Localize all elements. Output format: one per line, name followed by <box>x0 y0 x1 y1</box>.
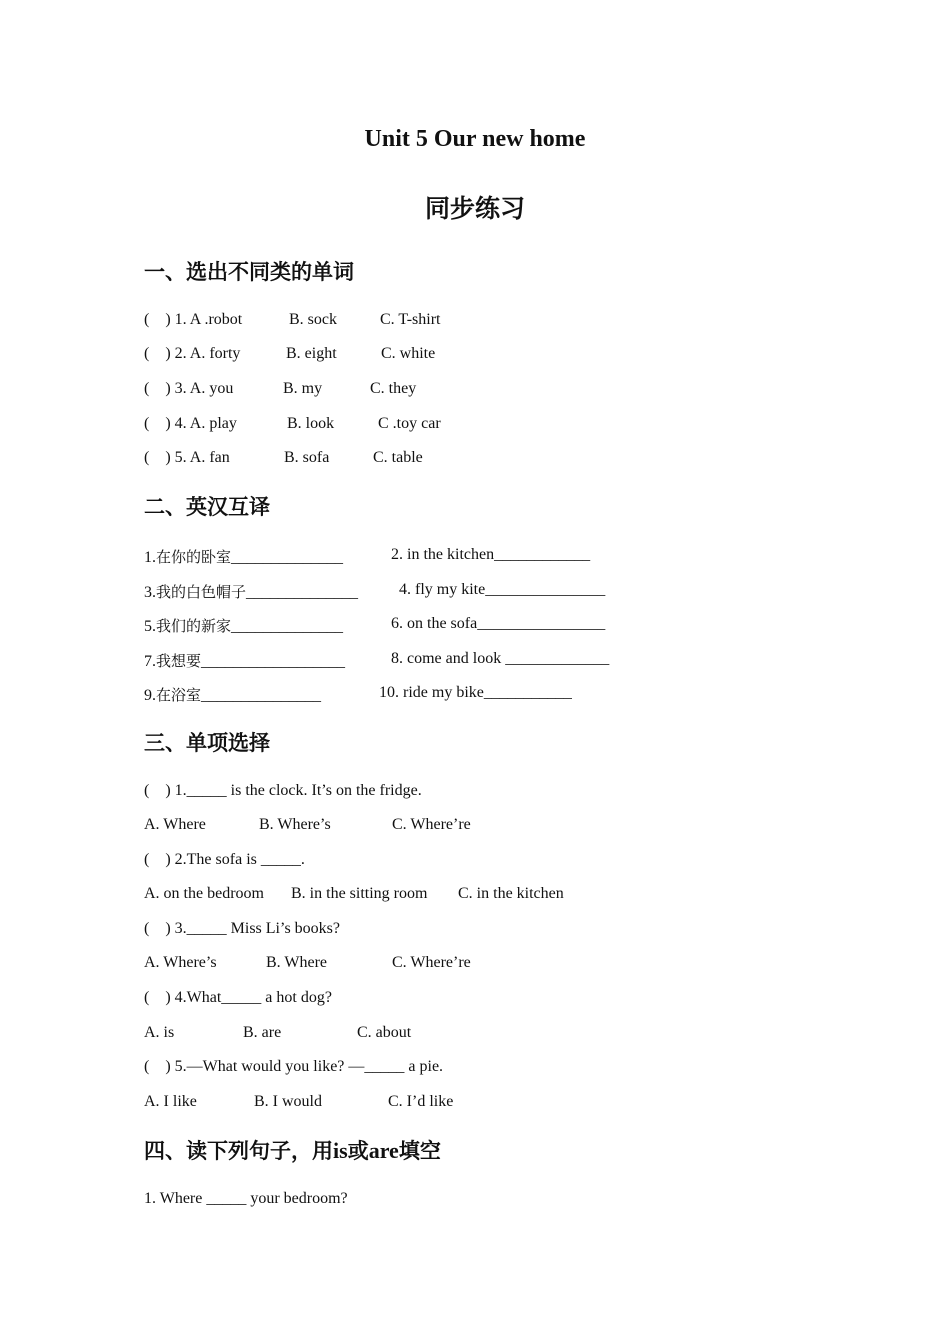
s1-q5-b: B. sofa <box>284 449 330 466</box>
page-subtitle: 同步练习 <box>424 194 525 223</box>
section-1-heading: 一、选出不同类的单词 <box>144 260 354 284</box>
s3-q1-b: B. Where’s <box>259 816 331 833</box>
s2-right-5: 10. ride my bike___________ <box>379 684 572 701</box>
s2-right-3: 6. on the sofa________________ <box>391 615 606 632</box>
section-3-heading: 三、单项选择 <box>144 731 270 755</box>
s2-left-2: 3.我的白色帽子______________ <box>144 583 359 601</box>
s2-right-1: 2. in the kitchen____________ <box>391 546 591 563</box>
s1-q5: ( ) 5. A. fan <box>144 449 230 466</box>
section-4-heading: 四、读下列句子，用is或are填空 <box>144 1138 441 1163</box>
section-2-heading: 二、英汉互译 <box>144 495 270 519</box>
s2-left-4: 7.我想要__________________ <box>144 652 346 670</box>
s1-q1-c: C. T-shirt <box>380 311 441 328</box>
s3-q3: ( ) 3._____ Miss Li’s books? <box>144 920 340 937</box>
s2-right-4: 8. come and look _____________ <box>391 650 610 667</box>
s1-q1-b: B. sock <box>289 311 337 328</box>
s1-q5-c: C. table <box>373 449 423 466</box>
s1-q2: ( ) 2. A. forty <box>144 345 241 362</box>
s1-q3: ( ) 3. A. you <box>144 380 234 397</box>
s3-q4-b: B. are <box>243 1024 282 1041</box>
s3-q3-c: C. Where’re <box>392 954 471 971</box>
s1-q4-b: B. look <box>287 415 335 432</box>
s3-q3-b: B. Where <box>266 954 328 971</box>
s2-right-2: 4. fly my kite_______________ <box>399 581 606 598</box>
s4-q1: 1. Where _____ your bedroom? <box>144 1190 348 1207</box>
s3-q2-a: A. on the bedroom <box>144 885 264 902</box>
s3-q1-c: C. Where’re <box>392 816 471 833</box>
s3-q5-c: C. I’d like <box>388 1093 454 1110</box>
page-title: Unit 5 Our new home <box>364 126 586 152</box>
s3-q1: ( ) 1._____ is the clock. It’s on the fridge. <box>144 782 422 799</box>
s3-q2-c: C. in the kitchen <box>458 885 564 902</box>
s3-q4-a: A. is <box>144 1024 175 1041</box>
s3-q2-b: B. in the sitting room <box>291 885 428 902</box>
s1-q4: ( ) 4. A. play <box>144 415 237 432</box>
s3-q5-a: A. I like <box>144 1093 197 1110</box>
s1-q3-b: B. my <box>283 380 323 397</box>
s3-q5: ( ) 5.—What would you like? —_____ a pie. <box>144 1058 444 1075</box>
s3-q5-b: B. I would <box>254 1093 322 1110</box>
s3-q4-c: C. about <box>357 1024 412 1041</box>
s3-q2: ( ) 2.The sofa is _____. <box>144 851 305 868</box>
s1-q3-c: C. they <box>370 380 417 397</box>
s3-q3-a: A. Where’s <box>144 954 217 971</box>
s1-q1: ( ) 1. A .robot <box>144 311 243 328</box>
s1-q2-b: B. eight <box>286 345 337 362</box>
s1-q2-c: C. white <box>381 345 436 362</box>
s1-q4-c: C .toy car <box>378 415 441 432</box>
s2-left-1: 1.在你的卧室______________ <box>144 548 344 566</box>
s3-q4: ( ) 4.What_____ a hot dog? <box>144 989 332 1006</box>
s2-left-3: 5.我们的新家______________ <box>144 617 344 635</box>
s2-left-5: 9.在浴室_______________ <box>144 686 322 704</box>
s3-q1-a: A. Where <box>144 816 206 833</box>
